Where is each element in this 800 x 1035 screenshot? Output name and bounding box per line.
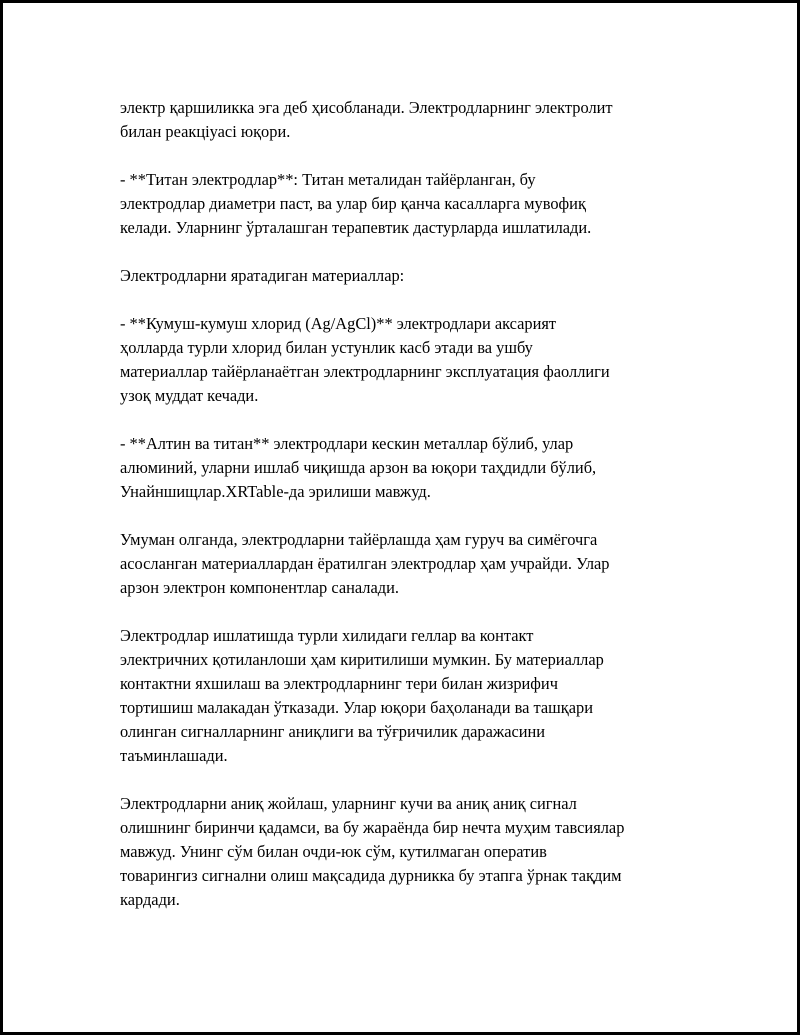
text-line: арзон электрон компонентлар саналади. (120, 578, 399, 597)
text-line: электр қаршиликка эга деб ҳисобланади. Электродларнинг электролит (120, 98, 613, 117)
text-line: товарингиз сигнални олиш мақсадида дурникка бу этапга ўрнак тақдим (120, 866, 622, 885)
text-line: келади. Уларнинг ўрталашган терапевтик дастурларда ишлатилади. (120, 218, 592, 237)
text-line: узоқ муддат кечади. (120, 386, 259, 405)
document-body (120, 96, 680, 936)
text-line: Электродларни яратадиган материаллар: (120, 266, 405, 285)
text-line: Унайншищлар.XRTable-да эрилиши мавжуд. (120, 482, 431, 501)
text-line: асосланган материаллардан ёратилган электродлар ҳам учрайди. Улар (120, 554, 610, 573)
bullet-paragraph (120, 168, 680, 240)
text-line: Электродлар ишлатишда турли хилидаги геллар ва контакт (120, 626, 534, 645)
text-line: таъминлашади. (120, 746, 228, 765)
text-line: билан реакціуасі юқори. (120, 122, 291, 141)
text-line: электричних қотиланлоши ҳам киритилиши мумкин. Бу материаллар (120, 650, 604, 669)
text-line: - **Алтин ва титан** электродлари кескин металлар бўлиб, улар (120, 434, 574, 453)
text-line: материаллар тайёрланаётган электродларнинг эксплуатация фаоллиги (120, 362, 610, 381)
text-line: электродлар диаметри паст, ва улар бир қанча касалларга мувофиқ (120, 194, 586, 213)
text-line: ҳолларда турли хлорид билан устунлик касб этади ва ушбу (120, 338, 533, 357)
text-line: олишнинг биринчи қадамси, ва бу жараёнда бир нечта муҳим тавсиялар (120, 818, 625, 837)
text-line: Умуман олганда, электродларни тайёрлашда ҳам гуруч ва симёгочга (120, 530, 598, 549)
bullet-paragraph (120, 432, 680, 504)
paragraph (120, 96, 680, 144)
paragraph (120, 624, 680, 768)
text-line: - **Кумуш-кумуш хлорид (Ag/AgCl)** электродлари аксарият (120, 314, 557, 333)
text-line: контактни яхшилаш ва электродларнинг тери билан жизрифич (120, 674, 558, 693)
text-line: Электродларни аниқ жойлаш, уларнинг кучи ва аниқ аниқ сигнал (120, 794, 577, 813)
text-line: тортишиш малакадан ўтказади. Улар юқори баҳоланади ва ташқари (120, 698, 594, 717)
bullet-paragraph (120, 312, 680, 408)
text-line: олинган сигналларнинг аниқлиги ва тўғричилик даражасини (120, 722, 546, 741)
text-line: - **Титан электродлар**: Титан металидан тайёрланган, бу (120, 170, 536, 189)
paragraph (120, 792, 680, 912)
text-line: алюминий, уларни ишлаб чиқишда арзон ва юқори таҳдидли бўлиб, (120, 458, 597, 477)
paragraph (120, 528, 680, 600)
section-heading (120, 264, 680, 288)
text-line: кардади. (120, 890, 180, 909)
text-line: мавжуд. Унинг сўм билан очди-юк сўм, кутилмаган оператив (120, 842, 547, 861)
